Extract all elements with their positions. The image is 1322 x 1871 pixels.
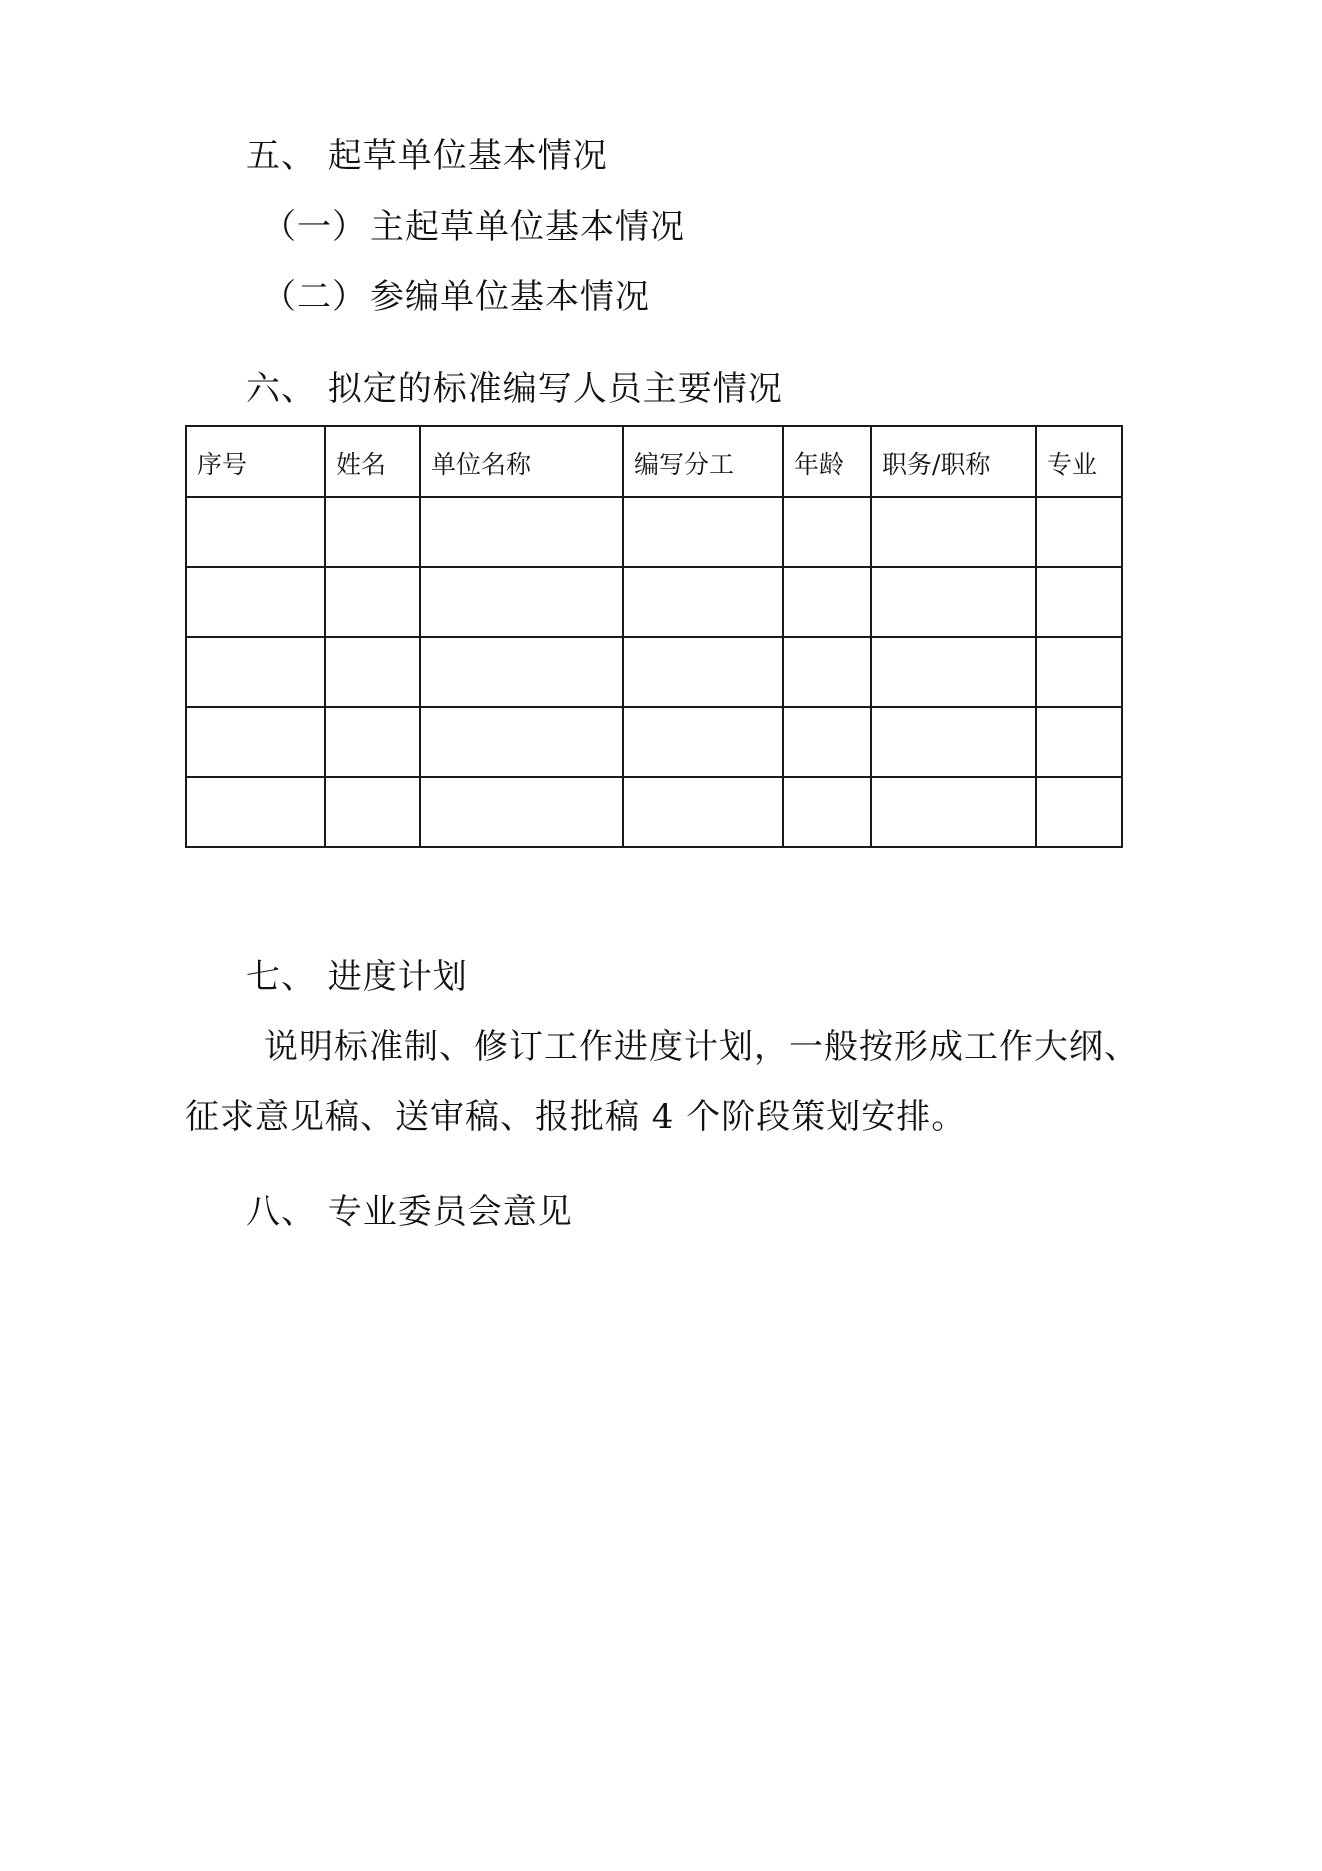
table-cell [623,777,783,847]
col-header-index: 序号 [186,426,325,497]
col-header-major: 专业 [1036,426,1122,497]
section-7-paragraph-line-2: 征求意见稿、送审稿、报批稿 4 个阶段策划安排。 [185,1097,967,1137]
table-cell [325,637,420,707]
section-6-heading: 六、 拟定的标准编写人员主要情况 [246,369,783,409]
table-cell [1036,497,1122,567]
table-cell [783,777,871,847]
table-cell [623,637,783,707]
table-cell [783,707,871,777]
table-cell [871,567,1036,637]
col-header-name: 姓名 [325,426,420,497]
table-row [186,567,1122,637]
table-cell [420,497,623,567]
table-cell [783,637,871,707]
table-row [186,777,1122,847]
table-cell [325,707,420,777]
table-cell [186,637,325,707]
table-cell [1036,637,1122,707]
col-header-unit: 单位名称 [420,426,623,497]
section-5-2-number: （二） [262,277,367,317]
table-cell [871,777,1036,847]
table-row [186,497,1122,567]
table-cell [325,567,420,637]
table-cell [186,777,325,847]
table-cell [1036,777,1122,847]
table-cell [186,497,325,567]
col-header-role: 编写分工 [623,426,783,497]
table-cell [420,567,623,637]
section-5-2-heading [262,275,650,319]
table-cell [623,567,783,637]
section-5-2-text: 参编单位基本情况 [370,277,650,317]
table-cell [783,497,871,567]
section-7-paragraph-line-1: 说明标准制、修订工作进度计划，一般按形成工作大纲、 [264,1027,1139,1067]
table-cell [1036,707,1122,777]
table-cell [871,707,1036,777]
table-cell [325,497,420,567]
table-cell [420,777,623,847]
table-cell [871,497,1036,567]
table-cell [1036,567,1122,637]
section-7-heading: 七、 进度计划 [246,957,468,997]
table-row [186,637,1122,707]
table-cell [623,707,783,777]
table-header-row [186,426,1122,497]
col-header-title: 职务/职称 [871,426,1036,497]
section-5-1-text: 主起草单位基本情况 [370,207,685,247]
section-5-1-number: （一） [262,207,367,247]
section-5-heading: 五、 起草单位基本情况 [246,136,608,176]
col-header-age: 年龄 [783,426,871,497]
section-5-1-heading [262,205,685,249]
table-cell [325,777,420,847]
table-cell [420,637,623,707]
table-cell [186,707,325,777]
table-cell [871,637,1036,707]
table-cell [623,497,783,567]
section-8-heading: 八、 专业委员会意见 [246,1192,573,1232]
staff-table [185,425,1123,848]
table-cell [420,707,623,777]
table-cell [186,567,325,637]
table-row [186,707,1122,777]
table-cell [783,567,871,637]
